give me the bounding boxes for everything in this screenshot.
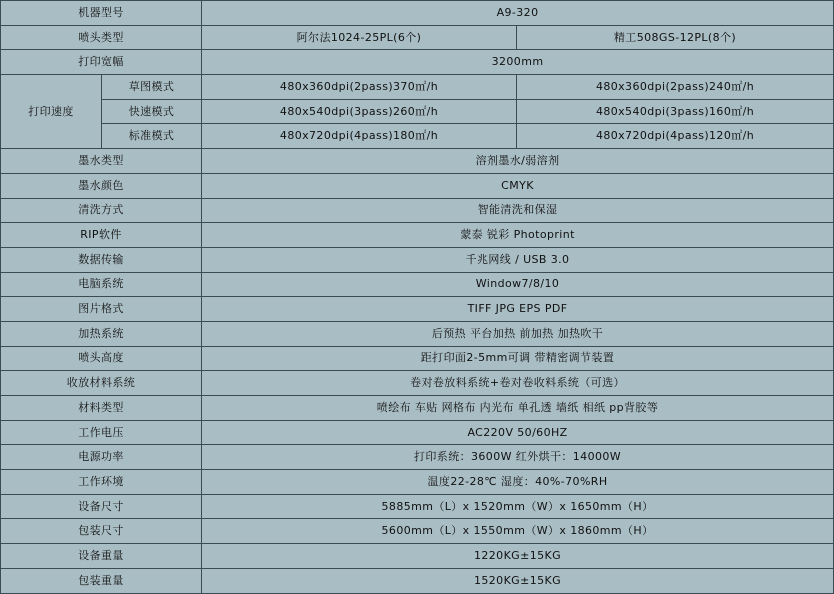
table-row [1, 346, 834, 371]
nozzle-type-option-b: 精工508GS-12PL(8个) [517, 25, 834, 50]
spec-value: 打印系统：3600W 红外烘干：14000W [202, 445, 834, 470]
spec-label: 设备尺寸 [1, 494, 202, 519]
spec-label: 数据传输 [1, 247, 202, 272]
spec-label: 图片格式 [1, 297, 202, 322]
table-row [1, 371, 834, 396]
table-row [1, 420, 834, 445]
print-width-value: 3200mm [202, 50, 834, 75]
model-label: 机器型号 [1, 1, 202, 26]
spec-value: CMYK [202, 173, 834, 198]
spec-value: 卷对卷放料系统+卷对卷收料系统（可选） [202, 371, 834, 396]
spec-value: 1220KG±15KG [202, 544, 834, 569]
spec-label: RIP软件 [1, 223, 202, 248]
table-row [1, 470, 834, 495]
speed-mode-name: 草图模式 [102, 75, 202, 100]
table-row [1, 99, 834, 124]
spec-value: AC220V 50/60HZ [202, 420, 834, 445]
table-row [1, 247, 834, 272]
table-row [1, 75, 834, 100]
spec-label: 收放材料系统 [1, 371, 202, 396]
speed-mode-value-a: 480x360dpi(2pass)370㎡/h [202, 75, 517, 100]
spec-label: 墨水类型 [1, 149, 202, 174]
spec-label: 工作电压 [1, 420, 202, 445]
speed-mode-value-b: 480x540dpi(3pass)160㎡/h [517, 99, 834, 124]
spec-table-body [1, 1, 834, 594]
spec-value: 5885mm（L）x 1520mm（W）x 1650mm（H） [202, 494, 834, 519]
speed-mode-value-b: 480x360dpi(2pass)240㎡/h [517, 75, 834, 100]
speed-mode-name: 标准模式 [102, 124, 202, 149]
spec-value: Window7/8/10 [202, 272, 834, 297]
spec-label: 墨水颜色 [1, 173, 202, 198]
table-row [1, 396, 834, 421]
spec-value: 智能清洗和保湿 [202, 198, 834, 223]
table-row [1, 198, 834, 223]
speed-mode-value-a: 480x540dpi(3pass)260㎡/h [202, 99, 517, 124]
spec-value: TIFF JPG EPS PDF [202, 297, 834, 322]
spec-value: 5600mm（L）x 1550mm（W）x 1860mm（H） [202, 519, 834, 544]
spec-label: 喷头高度 [1, 346, 202, 371]
spec-label: 设备重量 [1, 544, 202, 569]
table-row [1, 494, 834, 519]
table-row [1, 173, 834, 198]
table-row [1, 272, 834, 297]
spec-label: 包装尺寸 [1, 519, 202, 544]
table-row [1, 321, 834, 346]
table-row [1, 568, 834, 593]
model-value: A9-320 [202, 1, 834, 26]
spec-label: 电源功率 [1, 445, 202, 470]
print-speed-label: 打印速度 [1, 75, 102, 149]
table-row [1, 124, 834, 149]
spec-value: 蒙泰 锐彩 Photoprint [202, 223, 834, 248]
spec-label: 材料类型 [1, 396, 202, 421]
spec-value: 千兆网线 / USB 3.0 [202, 247, 834, 272]
spec-label: 加热系统 [1, 321, 202, 346]
spec-label: 包装重量 [1, 568, 202, 593]
print-width-label: 打印宽幅 [1, 50, 202, 75]
speed-mode-value-a: 480x720dpi(4pass)180㎡/h [202, 124, 517, 149]
spec-value: 距打印面2-5mm可调 带精密调节装置 [202, 346, 834, 371]
spec-label: 清洗方式 [1, 198, 202, 223]
speed-mode-name: 快速模式 [102, 99, 202, 124]
table-row [1, 544, 834, 569]
nozzle-type-option-a: 阿尔法1024-25PL(6个) [202, 25, 517, 50]
spec-value: 温度22-28℃ 湿度：40%-70%RH [202, 470, 834, 495]
table-row [1, 1, 834, 26]
spec-label: 工作环境 [1, 470, 202, 495]
table-row [1, 445, 834, 470]
spec-value: 1520KG±15KG [202, 568, 834, 593]
spec-label: 电脑系统 [1, 272, 202, 297]
table-row [1, 519, 834, 544]
spec-value: 溶剂墨水/弱溶剂 [202, 149, 834, 174]
speed-mode-value-b: 480x720dpi(4pass)120㎡/h [517, 124, 834, 149]
table-row [1, 50, 834, 75]
table-row [1, 149, 834, 174]
spec-value: 喷绘布 车贴 网格布 内光布 单孔透 墙纸 相纸 pp背胶等 [202, 396, 834, 421]
table-row [1, 297, 834, 322]
table-row [1, 223, 834, 248]
nozzle-type-label: 喷头类型 [1, 25, 202, 50]
table-row [1, 25, 834, 50]
spec-value: 后预热 平台加热 前加热 加热吹干 [202, 321, 834, 346]
